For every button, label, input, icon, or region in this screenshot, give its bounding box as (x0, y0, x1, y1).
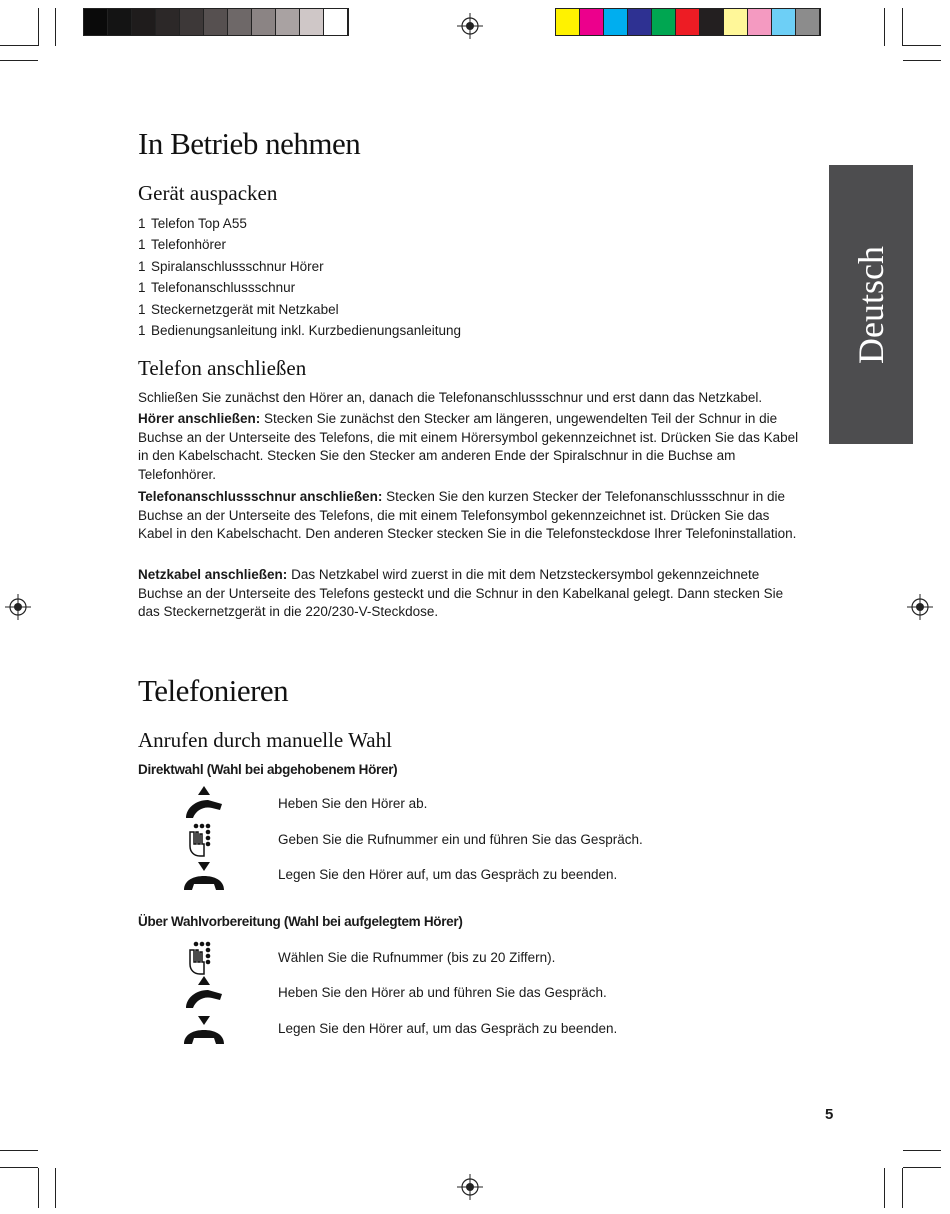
heading-unpack: Gerät auspacken (138, 181, 278, 205)
color-swatch (556, 9, 580, 35)
step-text: Heben Sie den Hörer ab. (278, 796, 428, 811)
list-item: 1 Spiralanschlussschnur Hörer (138, 258, 324, 274)
handset-lift-icon (182, 976, 226, 1012)
paragraph-phone-cable: Telefonanschlussschnur anschließen: Stecken Sie den kurzen Stecker der Telefonanschlussschnur in die Buchse an der Unterseite des Telefons, die mit einem Telefonsymbol gekennzeichnet ist. Drücken Sie das Kabel in den Kabelschacht. Den anderen Stecker stecken Sie in die Telefonsteckdose Ihrer Telefoninstallation. (138, 489, 797, 542)
registration-mark-top (457, 13, 483, 39)
heading-connect: Telefon anschließen (138, 356, 307, 380)
color-swatch (204, 9, 228, 35)
page-number: 5 (825, 1106, 834, 1123)
color-swatch (700, 9, 724, 35)
keypad-dial-icon (182, 822, 226, 858)
color-swatch (132, 9, 156, 35)
subheading-predial: Über Wahlvorbereitung (Wahl bei aufgelegtem Hörer) (138, 914, 463, 929)
color-swatch (84, 9, 108, 35)
registration-mark-left (5, 594, 31, 620)
color-swatch (628, 9, 652, 35)
heading-manual-dial: Anrufen durch manuelle Wahl (138, 728, 392, 752)
step-text: Legen Sie den Hörer auf, um das Gespräch zu beenden. (278, 1021, 618, 1036)
gray-calibration-strip (83, 8, 349, 36)
language-tab (829, 165, 913, 444)
color-swatch (180, 9, 204, 35)
handset-hangup-icon (182, 1012, 226, 1048)
color-swatch (580, 9, 604, 35)
list-item: 1 Telefon Top A55 (138, 216, 247, 231)
paragraph-handset: Hörer anschließen: Stecken Sie zunächst den Stecker am längeren, ungewendelten Teil der Schnur in die Buchse an der Unterseite des Telefons, die mit einem Hörersymbol gekennzeichnet ist. Drücken Sie das Kabel in den Kabelschacht. Stecken Sie den Stecker am anderen Ende der Spiralschnur in die Buchse am Telefonhörer. (138, 411, 799, 482)
color-swatch (796, 9, 820, 35)
paragraph-power-cable: Netzkabel anschließen: Das Netzkabel wird zuerst in die mit dem Netzsteckersymbol gekennzeichnete Buchse an der Unterseite des Telefons gesteckt und die Schnur in den Kabelkanal gelegt. Dann stecken Sie das Steckernetzgerät in die 220/230-V-Steckdose. (138, 567, 784, 620)
color-swatch (676, 9, 700, 35)
color-swatch (748, 9, 772, 35)
registration-mark-right (907, 594, 933, 620)
list-item: 1 Steckernetzgerät mit Netzkabel (138, 301, 339, 317)
list-item: 1 Telefonhörer (138, 237, 227, 253)
language-tab-label: Deutsch (851, 246, 891, 364)
keypad-dial-icon (182, 940, 226, 976)
color-swatch (276, 9, 300, 35)
color-calibration-strip (555, 8, 821, 36)
connect-intro: Schließen Sie zunächst den Hörer an, danach die Telefonanschlussschnur und erst dann das Netzkabel. (138, 390, 763, 405)
color-swatch (724, 9, 748, 35)
color-swatch (156, 9, 180, 35)
subheading-direct-dial: Direktwahl (Wahl bei abgehobenem Hörer) (138, 762, 398, 777)
color-swatch (252, 9, 276, 35)
list-item: 1 Bedienungsanleitung inkl. Kurzbedienungsanleitung (138, 323, 461, 339)
color-swatch (228, 9, 252, 35)
color-swatch (300, 9, 324, 35)
color-swatch (108, 9, 132, 35)
color-swatch (652, 9, 676, 35)
step-text: Legen Sie den Hörer auf, um das Gespräch zu beenden. (278, 867, 618, 882)
list-item: 1 Telefonanschlussschnur (138, 280, 296, 296)
step-text: Geben Sie die Rufnummer ein und führen Sie das Gespräch. (278, 832, 643, 847)
color-swatch (772, 9, 796, 35)
color-swatch (324, 9, 348, 35)
step-text: Wählen Sie die Rufnummer (bis zu 20 Ziffern). (278, 950, 556, 965)
step-text: Heben Sie den Hörer ab und führen Sie das Gespräch. (278, 985, 607, 1000)
section-title-setup: In Betrieb nehmen (138, 126, 361, 161)
section-title-calling: Telefonieren (138, 673, 289, 708)
package-contents-list (138, 213, 461, 341)
handset-lift-icon (182, 786, 226, 822)
color-swatch (604, 9, 628, 35)
handset-hangup-icon (182, 858, 226, 894)
registration-mark-bottom (457, 1174, 483, 1200)
